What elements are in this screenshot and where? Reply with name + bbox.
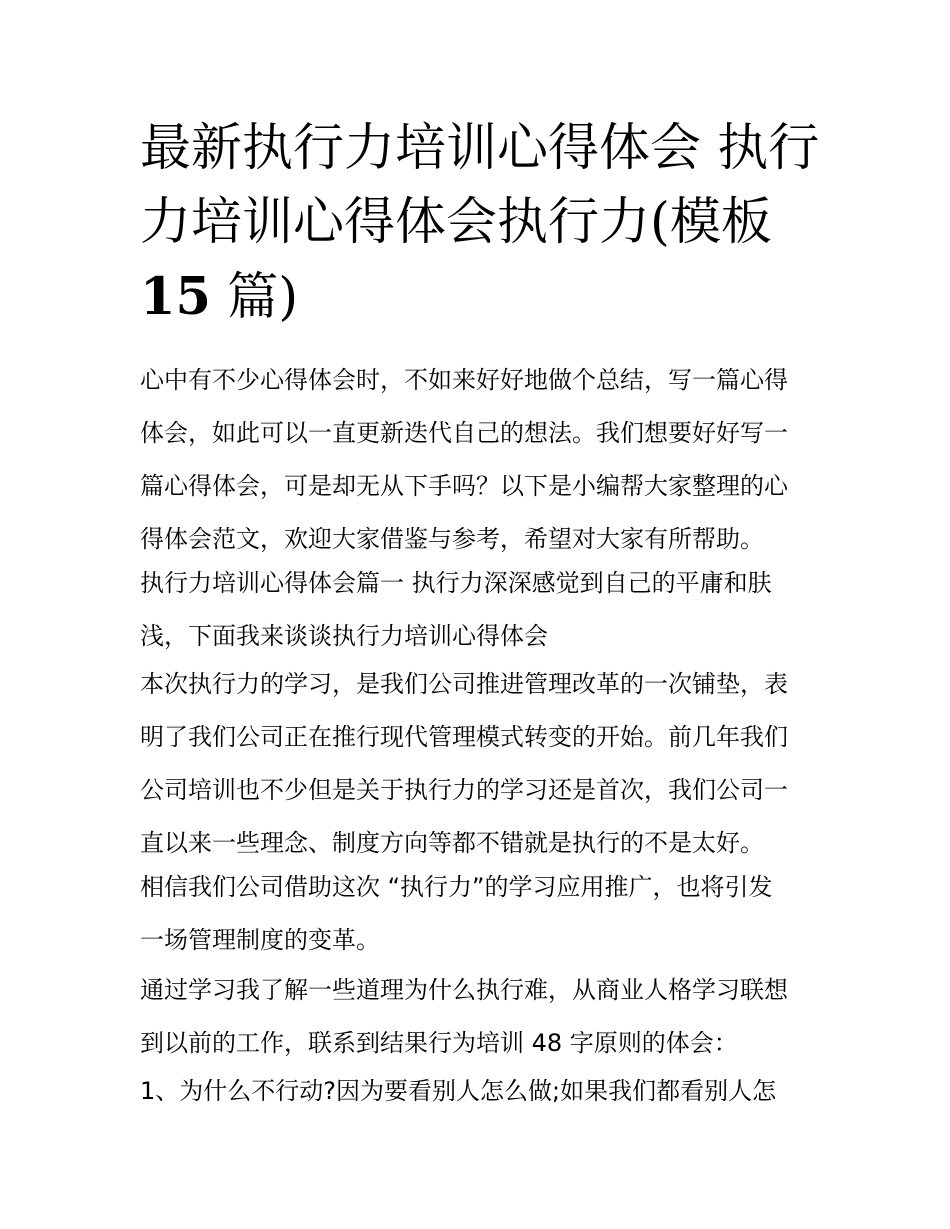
title-line-1: 最新执行力培训心得体会 执行 — [140, 119, 820, 178]
title-line-3-rest: 篇) — [210, 268, 299, 327]
title-line-3 — [140, 260, 820, 334]
text-line: 通过学习我了解一些道理为什么执行难，从商业人格学习联想 — [140, 976, 788, 1004]
text-line: 到以前的工作，联系到结果行为培训 48 字原则的体会： — [140, 1029, 738, 1057]
text-line: 1、为什么不行动?因为要看别人怎么做;如果我们都看别人怎 — [140, 1077, 777, 1105]
text-line: 直以来一些理念、制度方向等都不错就是执行的不是太好。 — [140, 829, 764, 857]
paragraph-reform — [140, 861, 773, 967]
text-line: 篇心得体会，可是却无从下手吗？以下是小编帮大家整理的心 — [140, 472, 788, 500]
text-line: 浅，下面我来谈谈执行力培训心得体会 — [140, 622, 548, 650]
paragraph-point-one — [140, 1065, 776, 1118]
text-line: 心中有不少心得体会时，不如来好好地做个总结，写一篇心得 — [140, 366, 788, 394]
text-line: 明了我们公司正在推行现代管理模式转变的开始。前几年我们 — [140, 723, 788, 751]
text-line: 体会，如此可以一直更新迭代自己的想法。我们想要好好写一 — [140, 419, 788, 447]
text-line: 公司培训也不少但是关于执行力的学习还是首次，我们公司一 — [140, 776, 788, 804]
text-line: 执行力培训心得体会篇一 执行力深深感觉到自己的平庸和肤 — [140, 569, 772, 597]
document-title — [140, 112, 820, 334]
paragraph-section-one — [140, 557, 772, 663]
text-line: 相信我们公司借助这次 “执行力”的学习应用推广，也将引发 — [140, 873, 773, 901]
title-line-2: 力培训心得体会执行力(模板 — [140, 193, 772, 252]
text-line: 一场管理制度的变革。 — [140, 926, 380, 954]
paragraph-intro — [140, 354, 788, 566]
paragraph-reasons — [140, 964, 788, 1070]
title-article-count: 15 — [140, 267, 211, 327]
text-line: 得体会范文，欢迎大家借鉴与参考，希望对大家有所帮助。 — [140, 525, 764, 553]
text-line: 本次执行力的学习，是我们公司推进管理改革的一次铺垫，表 — [140, 670, 788, 698]
paragraph-study — [140, 658, 788, 870]
